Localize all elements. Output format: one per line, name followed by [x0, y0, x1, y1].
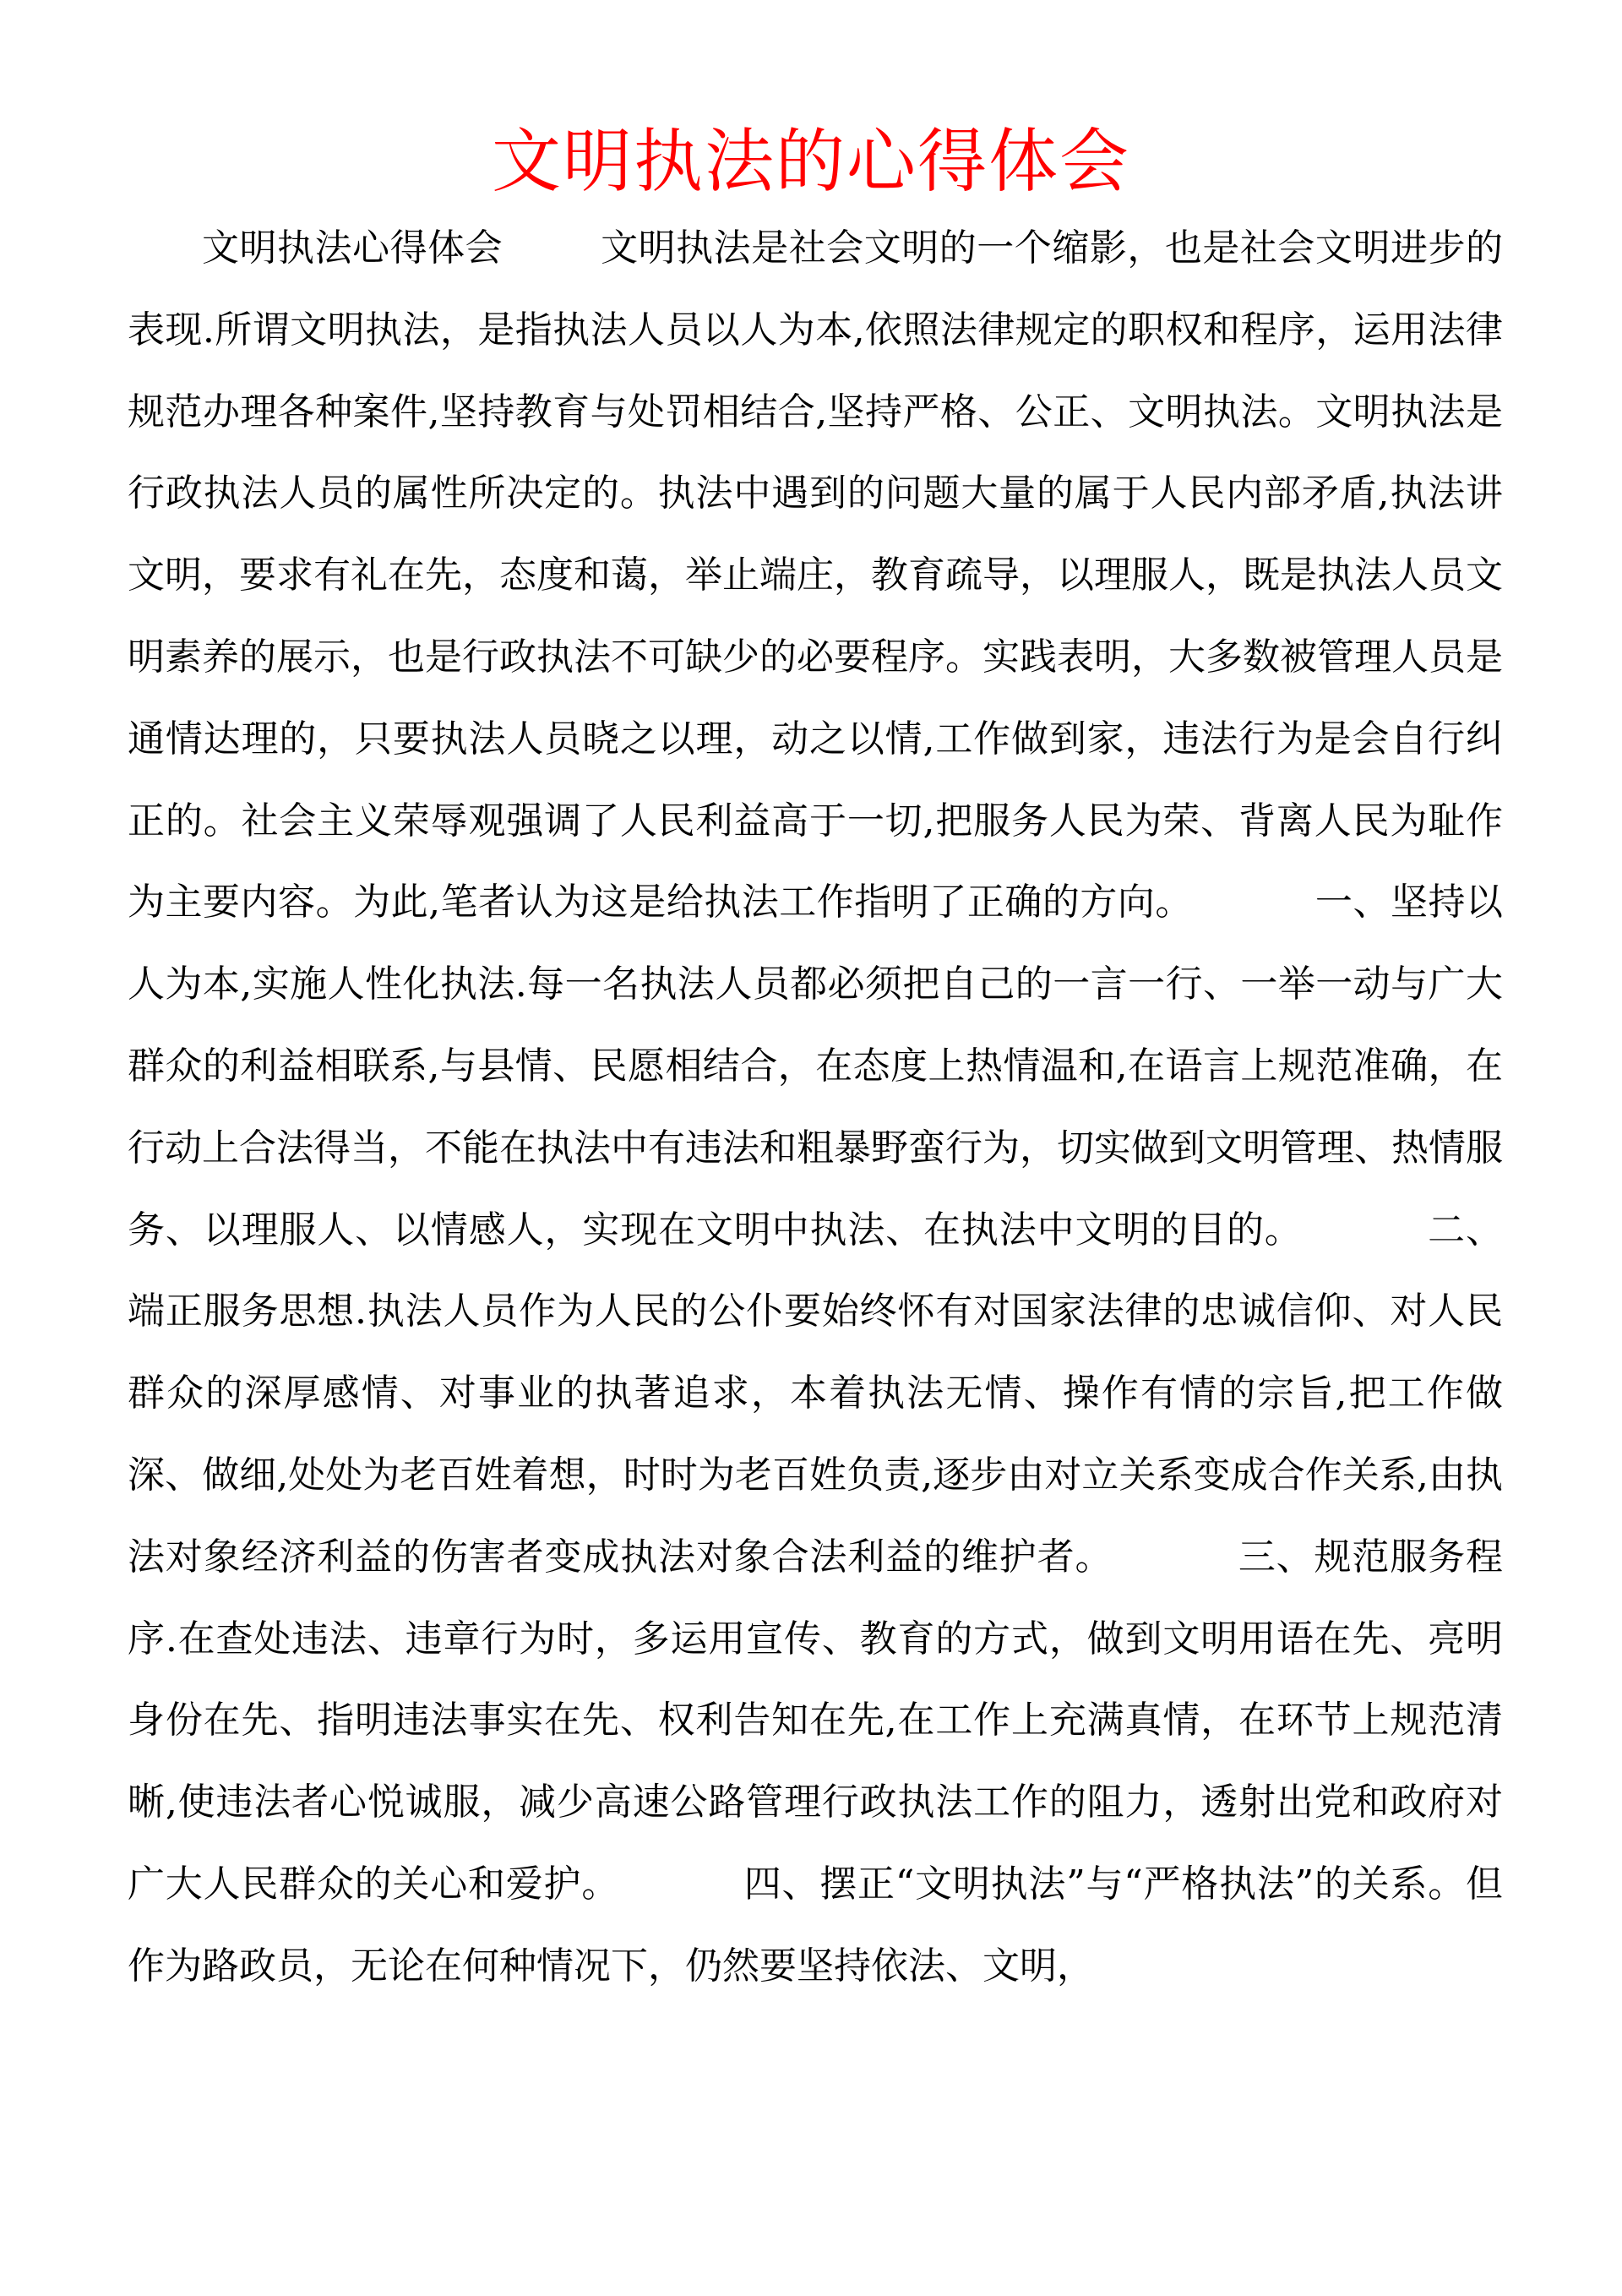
- document-body: 文明执法心得体会 文明执法是社会文明的一个缩影，也是社会文明进步的表现.所谓文明执法，是指执法人员以人为本,依照法律规定的职权和程序，运用法律规范办理各种案件,坚持教育与处罚相结合,坚持严格、公正、文明执法。文明执法是行政执法人员的属性所决定的。执法中遇到的问题大量的属于人民内部矛盾,执法讲文明，要求有礼在先，态度和蔼，举止端庄，教育疏导，以理服人，既是执法人员文明素养的展示，也是行政执法不可缺少的必要程序。实践表明，大多数被管理人员是通情达理的，只要执法人员晓之以理，动之以情,工作做到家，违法行为是会自行纠正的。社会主义荣辱观强调了人民利益高于一切,把服务人民为荣、背离人民为耻作为主要内容。为此,笔者认为这是给执法工作指明了正确的方向。 一、坚持以人为本,实施人性化执法.每一名执法人员都必须把自己的一言一行、一举一动与广大群众的利益相联系,与县情、民愿相结合，在态度上热情温和,在语言上规范准确，在行动上合法得当，不能在执法中有违法和粗暴野蛮行为，切实做到文明管理、热情服务、以理服人、以情感人，实现在文明中执法、在执法中文明的目的。 二、端正服务思想.执法人员作为人民的公仆要始终怀有对国家法律的忠诚信仰、对人民群众的深厚感情、对事业的执著追求，本着执法无情、操作有情的宗旨,把工作做深、做细,处处为老百姓着想，时时为老百姓负责,逐步由对立关系变成合作关系,由执法对象经济利益的伤害者变成执法对象合法利益的维护者。 三、规范服务程序.在查处违法、违章行为时，多运用宣传、教育的方式，做到文明用语在先、亮明身份在先、指明违法事实在先、权利告知在先,在工作上充满真情，在环节上规范清晰,使违法者心悦诚服，减少高速公路管理行政执法工作的阻力，透射出党和政府对广大人民群众的关心和爱护。 四、摆正“文明执法”与“严格执法”的关系。但作为路政员，无论在何种情况下，仍然要坚持依法、文明，: [128, 226, 1503, 1988]
- document-title: 文明执法的心得体会: [491, 122, 1130, 202]
